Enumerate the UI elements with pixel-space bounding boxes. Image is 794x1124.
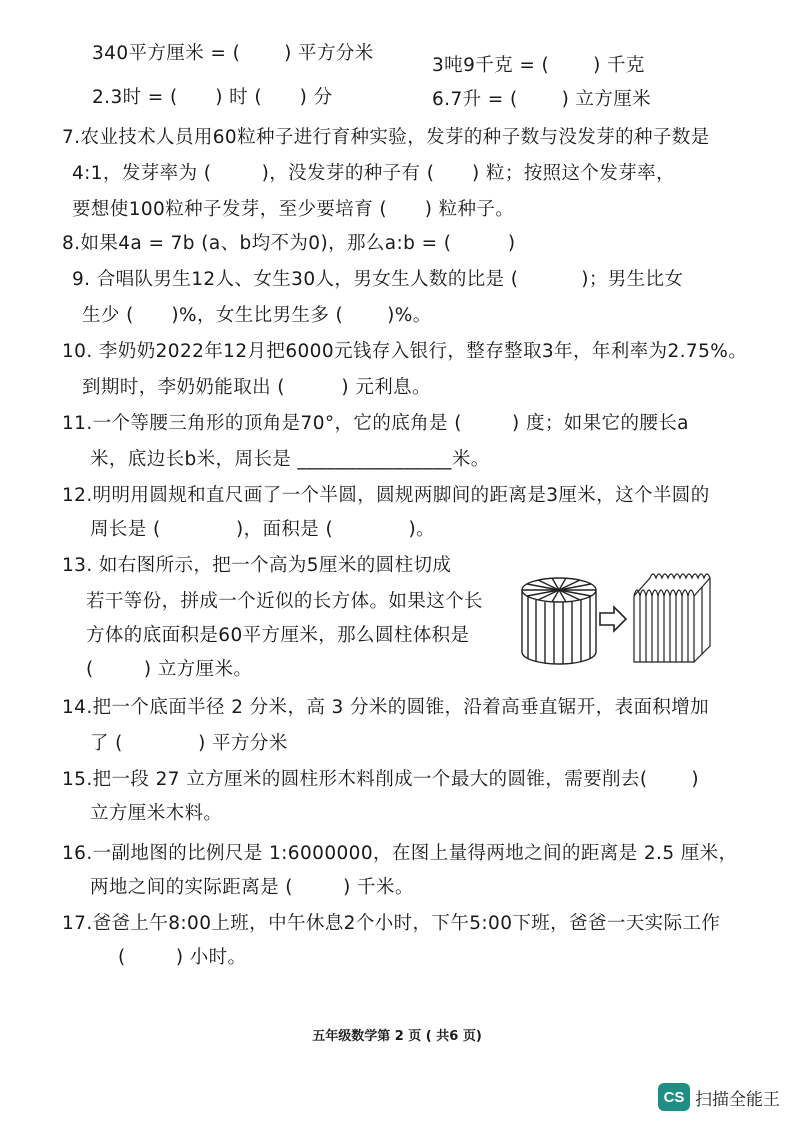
cylinder-icon [522, 578, 596, 664]
page-footer: 五年级数学第 2 页 ( 共6 页) [312, 1029, 482, 1044]
q12-line-1: 12.明明用圆规和直尺画了一个半圆，圆规两脚间的距离是3厘米，这个半圆的 [62, 485, 710, 506]
q12-line-2: 周长是 ( )，面积是 ( )。 [90, 519, 435, 540]
q11-line-2: 米，底边长b米，周长是 ________________米。 [90, 449, 490, 470]
q13-line-3: 方体的底面积是60平方厘米，那么圆柱体积是 [86, 625, 470, 646]
q10-line-1: 10. 李奶奶2022年12月把6000元钱存入银行，整存整取3年，年利率为2.75%。 [62, 341, 748, 362]
q6-line-1-right: 3吨9千克 = ( ) 千克 [432, 55, 645, 76]
q13-line-2: 若干等份，拼成一个近似的长方体。如果这个长 [86, 591, 483, 612]
q7-line-2: 4:1，发芽率为 ( )，没发芽的种子有 ( ) 粒；按照这个发芽率， [72, 163, 675, 184]
q6-line-1-left: 340平方厘米 = ( ) 平方分米 [92, 43, 374, 64]
cylinder-to-cuboid-figure [516, 566, 738, 670]
scanner-watermark [658, 1082, 780, 1112]
q11-line-1: 11.一个等腰三角形的顶角是70°，它的底角是 ( ) 度；如果它的腰长a [62, 413, 689, 434]
q17-line-1: 17.爸爸上午8:00上班，中午休息2个小时，下午5:00下班，爸爸一天实际工作 [62, 913, 721, 934]
q9-line-2: 生少 ( )%，女生比男生多 ( )%。 [82, 305, 432, 326]
q16-line-1: 16.一副地图的比例尺是 1:6000000，在图上量得两地之间的距离是 2.5 厘米， [62, 843, 738, 864]
arrow-right-icon [600, 607, 626, 631]
q13-line-1: 13. 如右图所示，把一个高为5厘米的圆柱切成 [62, 555, 452, 576]
q6-line-2-right: 6.7升 = ( ) 立方厘米 [432, 89, 652, 110]
q14-line-1: 14.把一个底面半径 2 分米，高 3 分米的圆锥，沿着高垂直锯开，表面积增加 [62, 697, 710, 718]
q15-line-1: 15.把一段 27 立方厘米的圆柱形木料削成一个最大的圆锥，需要削去( ) [62, 769, 700, 790]
q14-line-2: 了 ( ) 平方分米 [90, 733, 288, 754]
q10-line-2: 到期时，李奶奶能取出 ( ) 元利息。 [82, 377, 431, 398]
q13-line-4: ( ) 立方厘米。 [86, 659, 253, 680]
q9-line-1: 9. 合唱队男生12人、女生30人，男女生人数的比是 ( )；男生比女 [72, 269, 684, 290]
q17-line-2: ( ) 小时。 [118, 947, 247, 968]
q16-line-2: 两地之间的实际距离是 ( ) 千米。 [90, 877, 414, 898]
q7-line-1: 7.农业技术人员用60粒种子进行育种实验，发芽的种子数与没发芽的种子数是 [62, 127, 710, 148]
cuboid-icon [634, 574, 710, 662]
watermark-text: 扫描全能王 [695, 1089, 780, 1110]
q6-line-2-left: 2.3时 = ( ) 时 ( ) 分 [92, 87, 333, 108]
q7-line-3: 要想使100粒种子发芽，至少要培育 ( ) 粒种子。 [72, 199, 515, 220]
q8-line: 8.如果4a = 7b (a、b均不为0)，那么a:b = ( ) [62, 233, 516, 254]
q15-line-2: 立方厘米木料。 [90, 803, 223, 824]
camscanner-logo-icon: CS [658, 1083, 690, 1111]
